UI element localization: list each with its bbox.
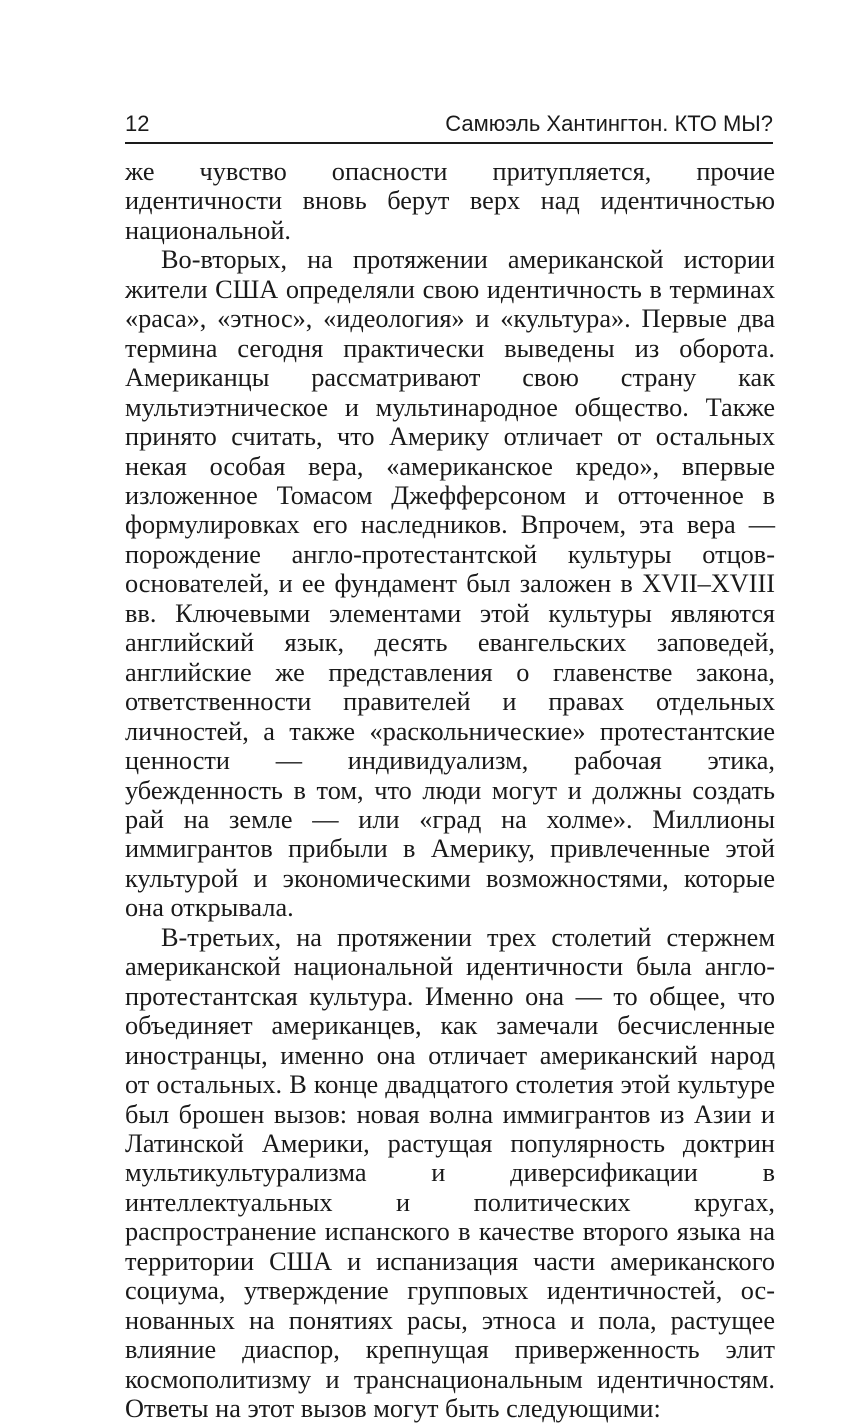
- body-text: [125, 157, 775, 1423]
- page-number: 12: [125, 111, 150, 136]
- running-title: Самюэль Хантингтон. КТО МЫ?: [445, 111, 773, 136]
- running-header: [125, 104, 773, 138]
- header-rule: [125, 142, 773, 144]
- paragraph-third-point: В-третьих, на протяжении трех столетий стержнем американской национальной идентичности была англо-протестантская культура. Именно она — то общее, что объединяет американцев, как замечали бесчисленные иностранцы, именно она отличает американский народ от остальных. В конце двадцатого столетия этой культуре был брошен вызов: новая волна иммигрантов из Азии и Латинской Америки, растущая популярность доктрин мультикультурализма и диверсификации в интеллектуальных и политических кругах, распространение испанского в качестве второго языка на территории США и испанизация части американского социума, утверждение групповых идентичностей, основанных на понятиях расы, этноса и пола, растущее влияние диаспор, крепнущая приверженность элит космополитизму и транснациональным идентичностям. Ответы на этот вызов могут быть следующими:: [125, 922, 775, 1423]
- paragraph-second-point: Во-вторых, на протяжении американской истории жители США определяли свою идентичность в терминах «раса», «этнос», «идеология» и «культура». Первые два термина сегодня практически выведены из оборота. Американцы рассматривают свою страну как мультиэтническое и мультинародное общество. Также принято считать, что Америку отличает от остальных некая особая вера, «американское кредо», впервые изложенное Томасом Джефферсоном и отточенное в формулировках его наследников. Впрочем, эта вера — порождение англо-протестантской культуры отцов-основателей, и ее фундамент был заложен в XVII–XVIII вв. Ключевыми элементами этой культуры являются английский язык, десять евангельских заповедей, английские же представления о главенстве закона, ответственности правителей и правах отдельных личностей, а также «раскольнические» протестантские ценности — индивидуализм, рабочая этика, убежденность в том, что люди могут и должны создать рай на земле — или «град на холме». Миллионы иммигрантов прибыли в Америку, привлеченные этой культурой и экономическими возможностями, которые она открывала.: [125, 245, 775, 923]
- paragraph-continuation: же чувство опасности притупляется, прочие идентичности вновь берут верх над идентичностью национальной.: [125, 157, 775, 245]
